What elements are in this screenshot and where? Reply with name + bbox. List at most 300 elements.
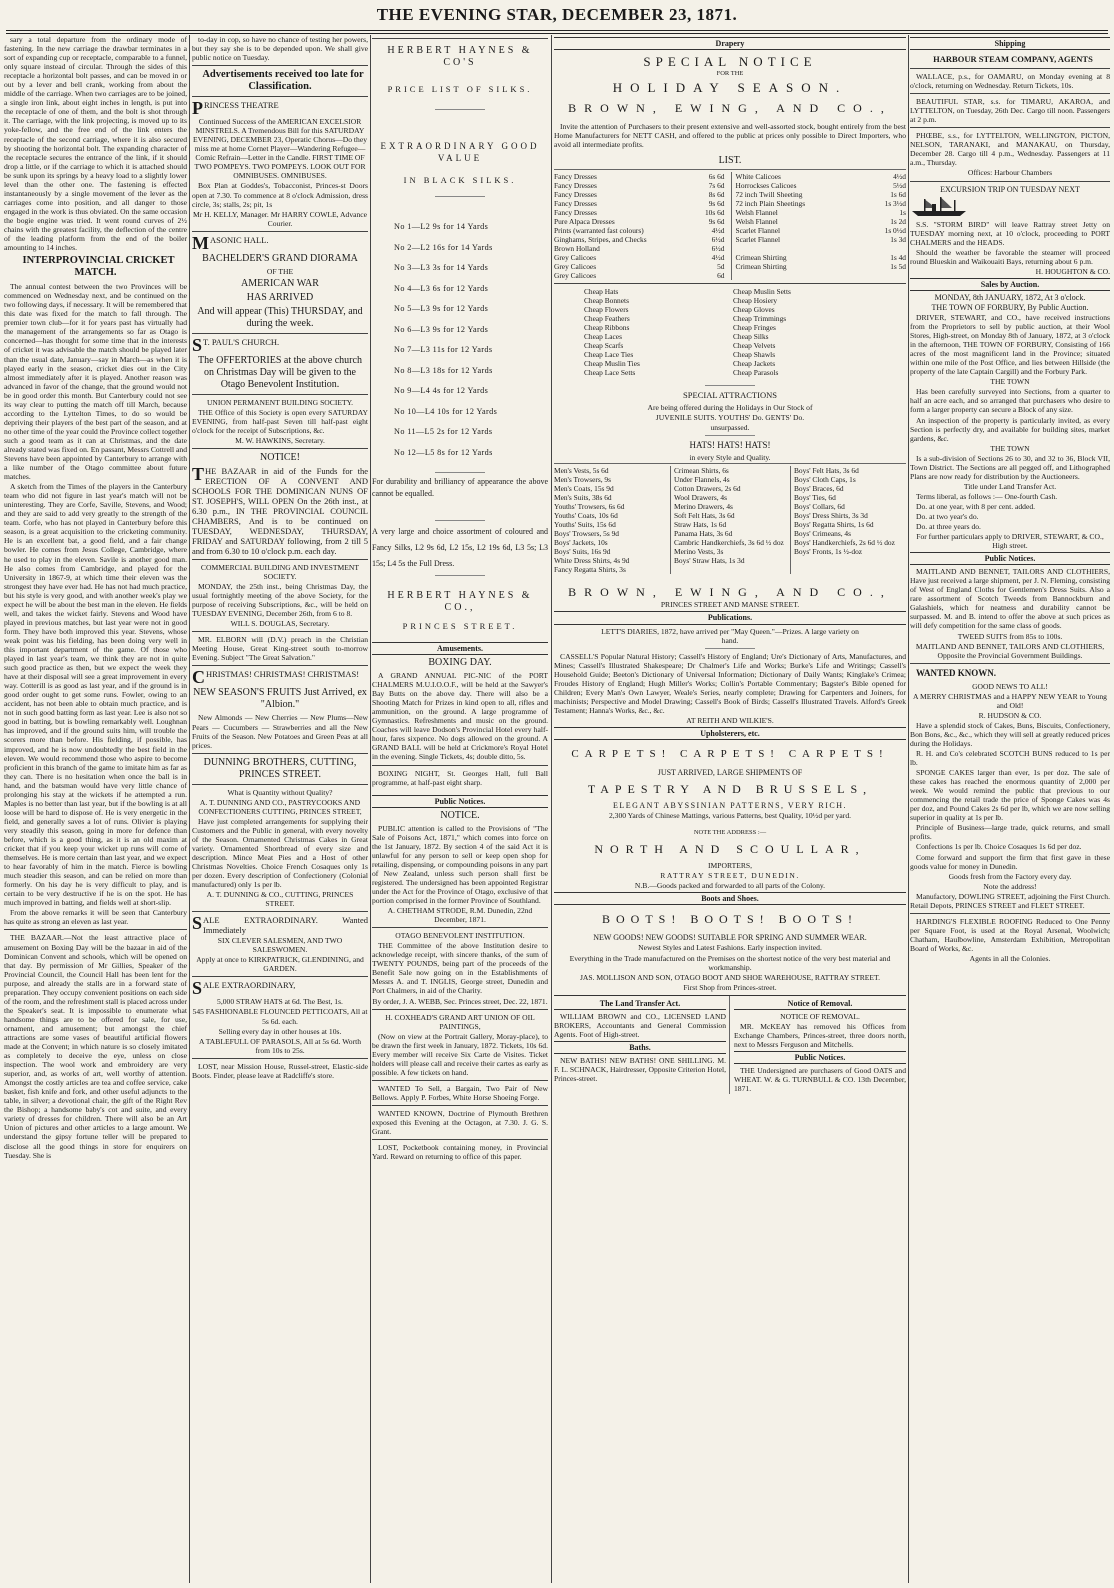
invite-text: Invite the attention of Purchasers to their present extensive and well-assorted stock, bought entirely from the best Home Manufacturers for NETT CASH, and offered to the public at prices only possible to Direct Importers, who avoid all intermediate profits. (554, 122, 906, 150)
clothing-item: Soft Felt Hats, 3s 6d (674, 511, 735, 521)
note-address: NOTE THE ADDRESS :— (693, 829, 767, 837)
boxing-day-text: A GRAND ANNUAL PIC-NIC of the PORT CHALMERS M.U.I.O.O.F., will be held at the Sawyer's Bay Butts on the above day. There will also be a Shooting Match for Prizes in kind open to all, rifles and ammunition, on the ground. A large programme of Gymnastics. Refreshments and music on the ground. Coaches will leave Dodson's Provincial Hotel every half-hour, fares sixpence. No dogs allowed on the ground. A GRAND BALL will be held at Crickmore's Royal Hotel in the evening. Single Tickets, 4s; double ditto, 5s. (372, 671, 548, 762)
newspaper-title: THE EVENING STAR, DECEMBER 23, 1871. (376, 5, 738, 24)
price-row (554, 244, 725, 253)
reith-wilkie: AT REITH AND WILKIE'S. (686, 715, 774, 725)
price-row (554, 217, 725, 226)
text-block: to-day in cop, so have no chance of testing her powers, but they say she is to be depended upon. We shall give public notice on Tuesday. (192, 35, 368, 63)
drop-cap: C (192, 669, 205, 686)
terms-text: Terms liberal, as follows :— One-fourth Cash. (916, 491, 1058, 501)
clothing-item: Fancy Regatta Shirts, 3s (554, 565, 626, 575)
cheap-item: Cheap Gloves (733, 305, 775, 315)
driver-stewart-text: DRIVER, STEWART, and CO., have received instructions from the Proprietors to sell by public auction, at their Wool Stores, High-street, on Monday 8th of January, 1872, at 3 o'clock in the afternoon, THE TOWN OF FORBURY, Consisting of 166 acres of the most magnificent land in the Province; situated within one mile of the Post Office, and lies between Hillside (the property of the late Captain Cargill) and the Forbury Park. (910, 312, 1110, 377)
item-name: Fancy Dresses (554, 181, 597, 191)
item-price: 6½d (711, 244, 725, 254)
drop-cap: M (192, 234, 209, 251)
item-name: White Calicoes (735, 172, 781, 182)
text-block: SIX CLEVER SALESMEN, AND TWO SALESWOMEN. (217, 936, 343, 955)
clothing-item: Boys' Felt Hats, 3s 6d (794, 466, 859, 476)
text-block (192, 915, 368, 935)
item-name: Crimean Shirting (735, 253, 787, 263)
item-price: 6½d (711, 235, 725, 245)
harbour-steam-heading: HARBOUR STEAM COMPANY, AGENTS (933, 54, 1093, 65)
weather-text: Should the weather be favorable the steamer will proceed round Blueskin and Waikouaiti Bays, returning about 6 p.m. (910, 247, 1110, 266)
price-row (554, 226, 725, 235)
hudson-text: Have a splendid stock of Cakes, Buns, Biscuits, Confectionery, Bon Bons, &c., &c., which they will sell at greatly reduced prices during the Holidays. (910, 720, 1110, 748)
durability-text: For durability and brilliancy of appearance the above cannot be equalled. (372, 477, 548, 498)
excursion-heading: EXCURSION TRIP ON TUESDAY NEXT (940, 184, 1080, 194)
maitland-text: MAITLAND AND BENNET, TAILORS AND CLOTHIERS, Have just received a large shipment, per J. N. Fleming, consisting of West of England Cloths for Gentlemen's Dress Suits. Also a rare assortment of Scotch Tweeds from Bannockburn and Galashiels, which for neatness and durability cannot be surpassed. M. and B. intend to offer the above at such prices as will defy competition for the same class of goods. (910, 567, 1110, 631)
public-notices-category-3: Public Notices. (910, 552, 1110, 565)
drapery-category: Drapery (554, 37, 906, 50)
removal-text: MR. McKEAY has removed his Offices from Exchange Chambers, Princes-street, three doors north, next to Messrs Ferguson and Mitchells. (734, 1021, 906, 1049)
silk-price-item: No 1—L2 9s for 14 Yards (394, 222, 489, 231)
price-row (554, 172, 725, 181)
drop-cap: T (192, 465, 205, 484)
town-text-1: Has been carefully surveyed into Sections, from a quarter to half an acre each, and so arranged that purchasers who desire to form a larger property can secure a Block of any size. (910, 387, 1110, 415)
divider-rule (192, 665, 368, 666)
terms-2: Do. at two year's do. (916, 511, 979, 521)
rattray-street: RATTRAY STREET, DUNEDIN. (660, 871, 800, 881)
section-heading: Advertisements received too late for Classification. (202, 69, 364, 93)
newest-styles: Newest Styles and Latest Fashions. Early inspection invited. (638, 943, 822, 953)
ad-heading-text: ASONIC HALL. (210, 234, 269, 245)
colored-silks-text: A very large and choice assortment of coloured and Fancy Silks, L2 9s 6d, L2 15s, L2 19s 6d, L3 5s; L3 15s; L4 5s the Full Dress. (372, 527, 548, 568)
cheap-item: Cheap Trimmings (733, 314, 787, 324)
publications-category: Publications. (554, 611, 906, 624)
silk-price-list (372, 217, 548, 462)
text-block: A TABLEFULL OF PARASOLS, All at 5s 6d. Worth from 10s to 25s. (198, 1036, 362, 1055)
silk-price-item: No 6—L3 9s for 12 Yards (394, 324, 489, 334)
price-list-heading: PRICE LIST OF SILKS. (387, 84, 533, 94)
special-notice-heading: SPECIAL NOTICE (643, 54, 817, 70)
benevolent-text: THE Committee of the above Institution desire to acknowledge receipt, with sincere thanks, of the sum of TWENTY POUNDS, being part of the proceeds of the Benefit Sale now going on in the Establishments of Messrs A. and T. INGLIS, George street, Dunedin and Port Chalmers, in aid of the Charity. (372, 941, 548, 996)
item-name: Ginghams, Stripes, and Checks (554, 235, 647, 245)
item-name: Scarlet Flannel (735, 226, 781, 236)
drop-cap: S (192, 980, 203, 997)
benevolent-heading: OTAGO BENEVOLENT INSTITUTION. (395, 931, 525, 941)
just-arrived-text: JUST ARRIVED, LARGE SHIPMENTS OF (657, 768, 803, 778)
clothing-item: Youths' Coats, 10s 6d (554, 511, 618, 521)
item-name: Welsh Flannel (735, 217, 778, 227)
removal-heading: NOTICE OF REMOVAL. (780, 1011, 860, 1021)
text-block (192, 466, 368, 556)
clothing-item: Youths' Suits, 15s 6d (554, 520, 616, 530)
text-block (192, 235, 368, 251)
price-row (554, 199, 725, 208)
divider-rule (192, 231, 368, 232)
beautiful-star-text: BEAUTIFUL STAR, s.s. for TIMARU, AKAROA, and LYTTELTON, on Tuesday, 26th Dec. Cargo till noon. Passengers at 2 p.m. (910, 97, 1110, 125)
item-name: Prints (warranted fast colours) (554, 226, 644, 236)
divider-rule (192, 1058, 368, 1059)
text-block: Box Plan at Goddes's, Tobacconist, Princes-st Doors open at 7.30. To commence at 8 o'clock Admission, dress circle, 3s; stalls, 2s; pit, 1s (192, 181, 368, 209)
column-5-shipping (910, 35, 1110, 1583)
column-divider (370, 35, 371, 1583)
auction-date: MONDAY, 8th JANUARY, 1872, At 3 o'clock. (934, 292, 1086, 302)
steamship-icon (910, 196, 1110, 218)
harding-roofing: HARDING'S FLEXIBLE ROOFING Reduced to One Penny per Square Foot, is used at the Royal Arsenal, Woolwich; Chatham, Haulbowline, Amsterdam Exhibition, Metropolitan Board of Works, &c. (910, 916, 1110, 953)
the-town-heading: THE TOWN (990, 377, 1030, 387)
divider-rule (192, 753, 368, 754)
price-row (736, 262, 907, 271)
ad-heading-text: ALE EXTRAORDINARY. Wanted Immediately (203, 915, 368, 936)
clothing-item: Youths' Trowsers, 6s 6d (554, 502, 625, 512)
text-block: And will appear (This) THURSDAY, and during the week. (197, 305, 363, 329)
price-row (736, 271, 907, 280)
mattings-text: 2,300 Yards of Chinese Mattings, various Patterns, best Quality, 10½d per yard. (608, 811, 852, 821)
price-row (736, 181, 907, 190)
silk-price-item: No 2—L2 16s for 14 Yards (394, 242, 493, 252)
town-text-2: An inspection of the property is particularly invited, as every Section is perfectly dry, and available for building sites, market gardens, &c. (910, 415, 1110, 443)
cheap-item: Cheap Scarfs (584, 341, 624, 351)
clothing-item: Merino Vests, 3s (674, 547, 724, 557)
item-price: 5d (717, 262, 725, 272)
haynes-footer: HERBERT HAYNES & CO., (387, 590, 533, 613)
column-4-drapery (554, 35, 906, 1583)
column-1-news (4, 35, 187, 1583)
text-block: NEW SEASON'S FRUITS Just Arrived, ex "Albion." (193, 687, 367, 711)
note-address-2: Note the address! (983, 881, 1037, 891)
silk-price-item: No 12—L5 8s for 12 Yards (394, 447, 493, 457)
clothing-item: Straw Hats, 1s 6d (674, 520, 727, 530)
cheap-item: Cheap Lace Setts (584, 368, 636, 378)
terms-1: Do. at one year, with 8 per cent. added. (916, 501, 1036, 511)
price-row (736, 199, 907, 208)
cheap-item: Cheap Laces (584, 332, 622, 342)
hudson-name: R. HUDSON & CO. (978, 710, 1042, 720)
column-divider (551, 35, 552, 1583)
divider-rule (192, 911, 368, 912)
drop-cap: S (192, 915, 203, 934)
ad-heading-text: T. PAUL'S CHURCH. (203, 336, 280, 347)
item-price: 1s 6d (890, 190, 906, 200)
unsurpassed-text: unsurpassed. (710, 423, 750, 433)
silk-price-item: No 9—L4 4s for 12 Yards (394, 386, 489, 395)
price-row (554, 271, 725, 280)
silk-price-item: No 11—L5 2s for 12 Yards (394, 427, 493, 436)
ad-heading-text: HE BAZAAR in aid of the Funds for the ERECTION OF A CONVENT AND SCHOOLS FOR THE DOMINICAN NUNS OF ST. JOSEPH'S, WILL OPEN On the 26th inst., at 6.30 p.m., IN THE PROVINCIAL COUNCIL CHAMBERS, And is to be continued on TUESDAY, WEDNESDAY, THURSDAY, FRIDAY and SATURDAY following, from 2 till 5 and from 6.30 to 10 o'clock p.m. each day. (192, 465, 368, 556)
list-heading: LIST. (718, 155, 742, 167)
every-style-text: in every Style and Quality. (689, 453, 771, 463)
brown-ewing-address: PRINCES STREET AND MANSE STREET. (660, 600, 800, 610)
item-price: 1s 2d (890, 217, 906, 227)
item-name: Fancy Dresses (554, 190, 597, 200)
further-particulars: For further particulars apply to DRIVER, STEWART, & CO., High street. (916, 532, 1104, 551)
text-block: MR. ELBORN will (D.V.) preach in the Christian Meeting House, Great King-street south to-morrow Evening. Subject "The Great Salvation." (192, 635, 368, 663)
clothing-item: Cambric Handkerchiefs, 3s 6d ½ doz (674, 538, 784, 548)
land-transfer-text: WILLIAM BROWN and CO., LICENSED LAND BROKERS, Accountants and General Commission Agents. Foot of High-street. (554, 1011, 726, 1039)
storm-bird-text: S.S. "STORM BIRD" will leave Rattray street Jetty on TUESDAY morning next, at 10 o'clock, proceeding to PORT CHALMERS and the HEADS. (910, 219, 1110, 247)
item-price: 9s 6d (708, 217, 725, 227)
shipping-category: Shipping (910, 37, 1110, 50)
divider-rule (192, 784, 368, 785)
clothing-item: Wool Drawers, 4s (674, 493, 727, 503)
text-block: sary a total departure from the ordinary mode of fastening. In the new carriage the drawbar terminates in a sort of expanding cup or receptacle, comparable to a funnel, only square instead of circular. Through the sides of this receptacle a horizontal bolt passes, and can be moved in or out by a lever and bell crank, working from about the middle of the carriage. When two carriages are to be joined, a single iron link, about eight inches in length, is put into the receptacle of one of them, and the bolt is shot through it. The carriage, with the link projecting, is moved up to its yoke-fellow, and the free end of the link enters the receptacle of the second carriage, where it is also secured by shooting the horizontal bolt. The expanding character of the receptacle secures the entrance of the link, if it should drop a little, or if the carriage to which it is attached should be sunk upon its springs by a heavy load to a slightly lower level than the other one. The fastening is effected instantaneously by a single movement of the lever as the carriages come into position, and all danger to those engaged in the work is thus obviated. On the same occasion the bogie engine was tried. It went round curves of 2½ chains with the greatest facility, the deflection of the centre of the leading platform from the end of the boiler amounting to 14 inches. (4, 35, 187, 253)
text-block (192, 337, 368, 353)
price-row (736, 208, 907, 217)
text-block: OF THE (266, 266, 294, 276)
clothing-item: Boys' Dress Shirts, 3s 3d (794, 511, 868, 521)
cheap-item: Cheap Hats (584, 287, 619, 297)
land-transfer-category: The Land Transfer Act. (554, 998, 726, 1010)
hats-heading: HATS! HATS! HATS! (689, 440, 771, 451)
clothing-item: Boys' Handkerchiefs, 2s 6d ½ doz (794, 538, 895, 548)
carpets-heading: CARPETS! CARPETS! CARPETS! (571, 748, 889, 761)
manufactory-text: Manufactory, DOWLING STREET, adjoining the First Church. Retail Depots, PRINCES STREET and FLEET STREET. (910, 891, 1110, 910)
text-block: The OFFERTORIES at the above church on Christmas Day will be given to the Otago Benevolent Institution. (198, 354, 362, 390)
upholsterers-category: Upholsterers, etc. (554, 727, 906, 740)
text-block: M. W. HAWKINS, Secretary. (235, 435, 325, 445)
item-price: 1s 3d (890, 235, 906, 245)
wanted-known-text: WANTED KNOWN, Doctrine of Plymouth Brethren exposed this Evening at the Octagon, at 7.30. J. G. S. Grant. (372, 1108, 548, 1137)
column-divider (189, 35, 190, 1583)
maitland-address: MAITLAND AND BENNET, TAILORS AND CLOTHIERS, Opposite the Provincial Government Buildings. (915, 641, 1105, 660)
confections-text: Confections 1s per lb. Choice Cosaques 1s 6d per doz. (916, 842, 1082, 852)
special-attractions-heading: SPECIAL ATTRACTIONS (683, 390, 777, 401)
clothing-item: Panama Hats, 3s 6d (674, 529, 733, 539)
town-text-3: Is a sub-division of Sections 26 to 30, and 32 to 36, Block VII, Town District. The Sections are all pegged off, and Lithographed Plans are now ready for distribution by the Auctioneers. (910, 453, 1110, 481)
item-name: Brown Holland (554, 244, 600, 254)
coxhead-text: (Now on view at the Portrait Gallery, Moray-place), to be drawn the first week in January, 1872. Tickets, 10s 6d. Every member will receive Six Carte de Visites. Ticket holders will please call and receive their cartes as early as possible. A few tickets on hand. (372, 1031, 548, 1077)
clothing-item: Boys' Straw Hats, 1s 3d (674, 556, 745, 566)
price-row (554, 208, 725, 217)
benevolent-signature: By order, J. A. WEBB, Sec. Princes street, Dec. 22, 1871. (372, 996, 548, 1006)
drop-cap: P (192, 100, 203, 117)
item-price: 1s (899, 208, 906, 218)
goods-fresh: Goods fresh from the Factory every day. (948, 871, 1072, 881)
divider-rule (192, 394, 368, 395)
price-row (736, 235, 907, 244)
elegant-patterns: ELEGANT ABYSSINIAN PATTERNS, VERY RICH. (612, 801, 848, 811)
text-block: NOTICE! (260, 451, 300, 463)
price-row (554, 262, 725, 271)
juvenile-suits: JUVENILE SUITS. YOUTHS' Do. GENTS' Do. (655, 413, 805, 423)
tweed-suits: TWEED SUITS from 85s to 100s. (957, 631, 1063, 641)
text-block: Mr H. KELLY, Manager. Mr HARRY COWLE, Advance Courier. (192, 209, 368, 228)
holiday-season-heading: HOLIDAY SEASON. (612, 80, 848, 96)
notice-signature: A. CHETHAM STRODE, R.M. Dunedin, 22nd December, 1871. (387, 906, 533, 925)
boxing-day-heading: BOXING DAY. (428, 657, 492, 669)
poisons-notice-text: PUBLIC attention is called to the Provisions of "The Sale of Poisons Act, 1871," which comes into force on the 1st January, 1872. By section 4 of the said Act it is unlawful for any person to sell or keep open shop for retailing, dispensing, or compounding poisons in any part of New Zealand, unless such person shall first be registered. The undersigned has been appointed Registrar under the Act for the Province of Otago, exclusive of that portion comprised in the former Province of Southland. (372, 823, 548, 906)
text-block: A. T. DUNNING & CO., CUTTING, PRINCES STREET. (206, 890, 354, 909)
section-heading: INTERPROVINCIAL CRICKET MATCH. (22, 255, 175, 279)
wanted-known-heading: WANTED KNOWN. (916, 667, 997, 678)
silk-price-item: No 7—L3 11s for 12 Yards (394, 345, 493, 354)
silk-price-item: No 4—L3 6s for 12 Yards (394, 283, 489, 293)
extraordinary-heading: EXTRAORDINARY GOOD VALUE (380, 141, 540, 163)
text-block: 545 FASHIONABLE FLOUNCED PETTICOATS, All at 5s 6d. each. (192, 1007, 368, 1026)
silk-price-item: No 5—L3 9s for 12 Yards (394, 304, 489, 313)
clothing-item: Boys' Ties, 6d (794, 493, 836, 503)
item-price: 5½d (893, 181, 906, 191)
text-block: AMERICAN WAR (241, 277, 319, 289)
text-block: Continued Success of the AMERICAN EXCELSIOR MINSTRELS. A Tremendous Bill for this SATURDAY EVENING, DECEMBER 23, Operatic Chorus—Do they miss me at home Cornet Player—Wandering Refugee—Comic Refrain—Letter in the Candle. FIRST TIME OF TWO POMPEYS. TWO POMPEYS. LOOK OUT FOR OMNIBUSES. OMNIBUSES. (193, 117, 367, 181)
cheap-item: Cheap Parasols (733, 368, 779, 378)
divider-rule (192, 631, 368, 632)
text-block: What is Quantity without Quality? (227, 787, 333, 797)
clothing-item: Crimean Shirts, 6s (674, 466, 729, 476)
item-name: Fancy Dresses (554, 208, 597, 218)
column-divider (908, 35, 909, 1583)
public-notices-category: Public Notices. (372, 795, 548, 808)
clothing-item: Boys' Cloth Caps, 1s (794, 475, 856, 485)
amusements-category: Amusements. (372, 642, 548, 655)
divider-rule (192, 448, 368, 449)
price-row (736, 253, 907, 262)
drop-cap: S (192, 336, 203, 353)
column-3-silks-amusements (372, 35, 548, 1583)
item-price: 6s 6d (708, 172, 725, 182)
haynes-heading: HERBERT HAYNES & CO'S (387, 45, 533, 68)
clothing-item: Men's Vests, 5s 6d (554, 466, 609, 476)
text-block: BACHELDER'S GRAND DIORAMA (202, 252, 358, 264)
removal-category: Notice of Removal. (734, 998, 906, 1010)
item-name: Horrockses Calicoes (735, 181, 797, 191)
sponge-cakes: SPONGE CAKES larger than ever, 1s per doz. The sale of these cakes has reached the enormous quantity of 2,000 per week. We would remind the public that previous to our commencing the retail trade the price of Sponge Cakes was 4s per doz, and Pound Cakes 2s 6d per lb, which we are now selling superior in quality at 1s per lb. (910, 768, 1110, 823)
clothing-item: Men's Suits, 38s 6d (554, 493, 612, 503)
brown-ewing-footer: BROWN, EWING, AND CO., (568, 585, 892, 600)
ad-heading-text: HRISTMAS! CHRISTMAS! CHRISTMAS! (206, 669, 360, 680)
price-row (554, 253, 725, 262)
item-name: Grey Calicoes (554, 253, 597, 263)
lost-pocketbook-text: LOST, Pocketbook containing money, in Provincial Yard. Reward on returning to office of this paper. (372, 1143, 548, 1162)
new-goods-text: NEW GOODS! NEW GOODS! SUITABLE FOR SPRING AND SUMMER WEAR. (593, 933, 867, 943)
boxing-night-text: BOXING NIGHT, St. Georges Hall, full Ball programme, at half-past eight sharp. (372, 768, 548, 787)
baths-category: Baths. (554, 1041, 726, 1054)
text-block: THE Office of this Society is open every SATURDAY EVENING, from half-past Seven till half-past eight o'clock for the receipt of Subscriptions, &c. (192, 407, 368, 435)
text-block: From the above remarks it will be seen that Canterbury has quite as strong an eleven as last year. (4, 908, 187, 927)
ad-heading-text: ALE EXTRAORDINARY, (203, 980, 296, 991)
clothing-item: Boys' Crimeans, 4s (794, 529, 851, 539)
text-block: 5,000 STRAW HATS at 6d. The Best, 1s. (217, 997, 343, 1007)
text-block: Apply at once to KIRKPATRICK, GLENDINING, and GARDEN. (196, 955, 364, 974)
for-the: FOR THE (716, 70, 744, 78)
price-row (736, 226, 907, 235)
item-name: 72 inch Twill Sheeting (735, 190, 803, 200)
column-2-advertisements (192, 35, 368, 1583)
phoebe-text: PHŒBE, s.s., for LYTTELTON, WELLINGTON, PICTON, NELSON, TARANAKI, and MANAKAU, on Thursday, December 28. Cargo till 4 p.m., Wednesday. Passengers at 11 a.m., Thursday. (910, 131, 1110, 168)
clothing-item: Boys' Jackets, 10s (554, 538, 608, 548)
ad-heading-text: RINCESS THEATRE (204, 100, 279, 111)
text-block: A sketch from the Times of the players in the Canterbury team who did not figure in last year's match will not be uninteresting. They are Corfe, Saville, Stevens, and Wood; and they are said to add very greatly to the strength of the team. Corfe, who has not played in Canterbury before this season, is a great acquisition to the cricketing community. He is an excellent bat, a good field, and a fair change bowler. He comes from Jesus College, Cambridge, where he used to play in the eleven. Savile is another good man. He also comes from Cambridge, and played for the University in 1867-9, at which time their eleven was the strongest they have ever had. He has not had much practice, but his style is very good, and with another week's play we expect he will be about the best man in the eleven. He fields well, and takes the wicket fairly. Stevens and Wood have played in previous matches, but last year were not in good form. They have both improved this year. Stevens, whose weak point was his fielding, has been doing very well in this important department of the game. Of those who played in last year's team, we think they are not in quite such good practice as then, but we expect the week they have at their disposal will see a great improvement in every way. Cotterill is as good as last year, and if the ground is in good order ought to get some runs. Fowler, owing to an accident, has not been able to obtain much practice, and is not in such good batting form as last year. Lee is also not so good in batting, but is bowling remarkably well. Loughnan has improved, and if the ground suits him, will trouble the scorers more than before. His fielding, if possible, has improved, and he is now undoubtedly the best field in the eleven. We would recommend those who aspire to become proficient in this branch of the game to imitate him as far as they can. There is no hesitation when once the ball is in hand, and the batsman would have very little chance of prolonging his stay at the wickets if he attempted a run. Maples is no better than last year, but if the bowling is at all loose will be hard to dispose of. He is very energetic in the field, and generally saves a lot of runs. Olivier is playing very steadily this season, going in more for defence than before, which is a good thing, as it is an old maxim at cricket that if you keep your wicket up runs will come of themselves. He is more certain than last year, and we expect to hear favorably of him in the match. Fierce is bowling much steadier this season, and can be relied on more than formerly. On his day he is very difficult to play, and is certain to be very destructive if he is on the spot. He has much improved in batting, and fields well at short-slip. (4, 482, 187, 908)
nb-text: N.B.—Goods packed and forwarded to all parts of the Colony. (634, 881, 826, 891)
item-price: 4½d (711, 226, 725, 236)
public-notices-category-2: Public Notices. (734, 1051, 906, 1064)
item-price: 1s 0½d (884, 226, 906, 236)
clothing-item: Under Flannels, 4s (674, 475, 730, 485)
divider-rule (192, 65, 368, 66)
boots-heading: BOOTS! BOOTS! BOOTS! (601, 912, 858, 927)
cheap-item: Cheap Silks (733, 332, 769, 342)
masthead (0, 0, 1114, 30)
clothing-item: Boys' Collars, 6d (794, 502, 845, 512)
cheap-item: Cheap Lace Ties (584, 350, 634, 360)
text-block: HAS ARRIVED (246, 291, 314, 303)
text-block: New Almonds — New Cherries — New Plums—New Pears — Cucumbers — Strawberries and all the New Fruits of the Season. New Potatoes and Green Peas at all prices. (192, 713, 368, 750)
brown-ewing-heading: BROWN, EWING, AND CO., (568, 101, 892, 116)
text-block: DUNNING BROTHERS, CUTTING, PRINCES STREET. (203, 756, 357, 780)
silk-price-item: No 10—L4 10s for 12 Yards (394, 406, 498, 416)
cheap-item: Cheap Flowers (584, 305, 629, 315)
baths-text: NEW BATHS! NEW BATHS! ONE SHILLING. M. F. L. SCHNACK, Hairdresser, Opposite Criterion Hotel, Princes-street. (554, 1055, 726, 1084)
cheap-goods-list (554, 287, 906, 377)
divider-rule (192, 976, 368, 977)
cheap-item: Cheap Ribbons (584, 323, 630, 333)
wallace-text: WALLACE, p.s., for OAMARU, on Monday evening at 8 o'clock, returning on Wednesday. Return Tickets, 10s. (910, 72, 1110, 91)
text-block (192, 100, 368, 116)
item-price: 6d (717, 271, 725, 281)
silk-price-item: No 8—L3 18s for 12 Yards (394, 365, 493, 375)
text-block: A. T. DUNNING AND CO., PASTRYCOOKS AND CONFECTIONERS CUTTING, PRINCES STREET, (198, 797, 362, 816)
cheap-item: Cheap Muslin Setts (733, 287, 791, 297)
clothing-item: Boys' Fronts, 1s ½-doz (794, 547, 863, 557)
houghton-signature: H. HOUGHTON & CO. (1035, 266, 1110, 276)
item-price: 7s 6d (708, 181, 725, 191)
clothing-item: Boys' Suits, 16s 9d (554, 547, 611, 557)
price-row (736, 172, 907, 181)
sales-category: Sales by Auction. (910, 278, 1110, 291)
cheap-item: Cheap Hosiery (733, 296, 778, 306)
item-name: Grey Calicoes (554, 262, 597, 272)
text-block: THE BAZAAR.—Not the least attractive place of amusement on Boxing Day will be the bazaar in aid of the Dominican Convent and schools, which will be opened on that day. By permission of Mr Gillies, Speaker of the Provincial Council, the Council Hall has been lent for the purpose, and already the stalls are in a forward state of preparation. They occupy convenient positions on each side of the room, and the refreshment stall is placed across under the Speaker's seat. It is impossible to enumerate what handsome things are to be offered for sale, for use, ornament, and amusement; but amongst the chief attractions are some vases of beautiful artificial flowers made at the Convent; in which nature is so closely imitated as completely to deceive the eye, unless on close inspection. The wool work and embroidery are very superior, and, as works of art, well worthy of attention. Amongst the costly articles are tea and coffee service, cake basket, fish knife and fork, and other useful adjuncts to the table, in silver; a devotional chair, the gift of the Right Rev the Bishop; a handsome baby's cot and suite, and every variety of dresses for children. There will also be an Art Union of pictures and other articles to a large amount. We understand the gipsy fortune teller will be prepared to disclose all the good things in store for enquirers on Tuesday. She is (4, 933, 187, 1160)
item-name: Fancy Dresses (554, 199, 597, 209)
silk-price-item: No 3—L3 3s for 14 Yards (394, 263, 489, 272)
text-block: Have just completed arrangements for supplying their Customers and the Public in general, with every novelty of the Season. Ornamented Christmas Cakes in Great variety. Ornamented Shortbread of every size and description. Mince Meat Pies and a Host of other Christmas Novelties. Choice French Cosaques only 1s per dozen. Every description of Confectionery (Colonial manufactured) only 1s per lb. (192, 816, 368, 890)
cheap-item: Cheap Feathers (584, 314, 630, 324)
clothing-price-table (554, 463, 906, 574)
princes-street: PRINCES STREET. (402, 621, 518, 631)
title-text: Title under Land Transfer Act. (963, 481, 1057, 491)
item-price: 10s 6d (704, 208, 725, 218)
text-block: MONDAY, the 25th inst., being Christmas Day, the usual fortnightly meeting of the above Society, for the purpose of receiving Subscriptions, &c., will be held on TUESDAY EVENING, December 26th, from 6 to 8. (192, 582, 368, 619)
everything-text: Everything in the Trade manufactured on the Premises on the shortest notice of the very best material and workmanship. (569, 953, 891, 972)
clothing-item: Boys' Braces, 6d (794, 484, 844, 494)
text-block (192, 669, 368, 685)
importers: IMPORTERS, (707, 861, 753, 871)
clothing-item: Men's Coats, 15s 9d (554, 484, 614, 494)
text-block: The annual contest between the two Provinces will be commenced on Wednesday next, and be continued on the two following days, if necessary. It will be remembered that this date was fixed for the match to fall through. The premier town club—for it for years past has virtually had the management of the arrangements so far as Otago is concerned—has thought for some time that in the interests of cricket it was advisable the match should be played later than the usual date, January—say in March—as when it is played early in the season, cricket dies out in the City almost immediately after it is played. Another reason was advanced in favor of the change, that the ground would not be in good order this month. But Canterbury could not see its way clear to putting the match off till March, because according to the Lyttelton Times, to do so would be depriving their players of the best part of the season, and at no other time of the year could the Province collect together such a good team as it can at Christmas, and the date already stated was fixed on. En passant, Messrs Cottrell and Stevens have been appointed by Canterbury to arrange with a like number of the Otago committee about future matches. (4, 282, 187, 482)
price-row (736, 217, 907, 226)
north-scoullar-heading: NORTH AND SCOULLAR, (594, 842, 866, 857)
item-name: 72 inch Plain Sheetings (735, 199, 806, 209)
item-name: Crimean Shirting (735, 262, 787, 272)
clothing-item: Boys' Trowsers, 5s 9d (554, 529, 619, 539)
cheap-item: Cheap Muslin Ties (584, 359, 640, 369)
item-price: 1s 5d (890, 262, 906, 272)
principle-text: Principle of Business—large trade, quick returns, and small profits. (910, 823, 1110, 842)
wanted-sell-text: WANTED To Sell, a Bargain, Two Pair of New Bellows. Apply P. Forbes, White Horse Shoeing Forge. (372, 1083, 548, 1102)
agents-text: Agents in all the Colonies. (969, 953, 1051, 963)
item-name: Grey Calicoes (554, 271, 597, 281)
text-block: COMMERCIAL BUILDING AND INVESTMENT SOCIETY. (200, 562, 360, 582)
item-name: Pure Alpaca Dresses (554, 217, 615, 227)
letts-diaries-text: LETT'S DIARIES, 1872, have arrived per "May Queen."—Prizes. A large variety on hand. (601, 626, 859, 645)
black-silks-heading: IN BLACK SILKS. (403, 175, 517, 185)
the-town-heading-2: THE TOWN (990, 443, 1030, 453)
price-row (554, 190, 725, 199)
item-price: 8s 6d (708, 190, 725, 200)
cheap-item: Cheap Fringes (733, 323, 776, 333)
scotch-buns: R. H. and Co's celebrated SCOTCH BUNS reduced to 1s per lb. (910, 749, 1110, 768)
cheap-item: Cheap Velvets (733, 341, 776, 351)
coxhead-heading: H. COXHEAD'S GRAND ART UNION OF OIL PAINTINGS, (385, 1012, 535, 1031)
item-price: 4½d (893, 172, 906, 182)
being-offered-text: Are being offered during the Holidays in Our Stock of (647, 403, 813, 413)
text-block: Selling every day in other houses at 10s. (218, 1026, 342, 1036)
item-price: 9s 6d (708, 199, 725, 209)
item-name: Welsh Flannel (735, 208, 778, 218)
price-row (554, 235, 725, 244)
